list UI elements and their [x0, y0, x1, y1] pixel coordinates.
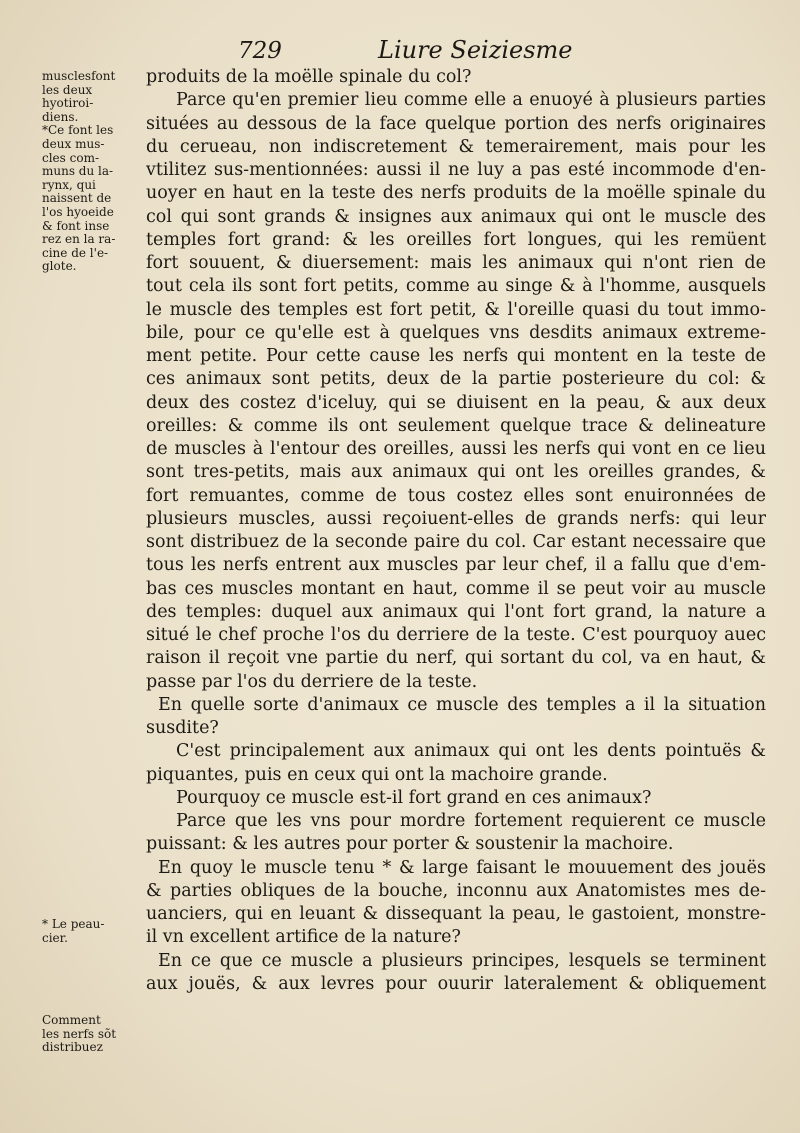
text-line: deux des costez d'iceluy, qui se diuisent en la peau, & aux deux — [146, 392, 766, 413]
margin-note-line: musclesfont — [42, 69, 116, 83]
margin-note-peaucier — [42, 918, 152, 945]
margin-note-line: *Ce font les — [42, 123, 114, 138]
text-line: En quelle sorte d'animaux ce muscle des temples a il la situation — [158, 694, 766, 715]
margin-note-line: glote. — [42, 259, 77, 274]
text-line: fort souuent, & diuersement: mais les animaux qui n'ont rien de — [146, 253, 766, 273]
text-line: & parties obliques de la bouche, inconnu aux Anatomistes mes de- — [146, 880, 766, 901]
text-line: du cerueau, non indiscretement & temerairement, mais pour les — [146, 136, 766, 157]
text-line: il vn excellent artifice de la nature? — [146, 927, 461, 948]
margin-note-line: distribuez — [42, 1040, 103, 1055]
margin-note-line: * Le peau- — [42, 917, 105, 931]
text-line: tous les nerfs entrent aux muscles par leur chef, il a fallu que d'em- — [146, 555, 766, 576]
page-number: 729 — [238, 38, 282, 64]
text-line: Parce qu'en premier lieu comme elle a enuoyé à plusieurs parties — [176, 90, 766, 111]
text-line: col qui sont grands & insignes aux animaux qui ont le muscle des — [146, 206, 766, 227]
text-line: situé le chef proche l'os du derriere de la teste. C'est pourquoy auec — [146, 625, 766, 645]
text-line: ces animaux sont petits, deux de la partie posterieure du col: & — [146, 369, 766, 390]
text-line: En ce que ce muscle a plusieurs principes, lesquels se terminent — [158, 950, 766, 971]
margin-note-line: l'os hyoeide — [42, 204, 114, 219]
margin-note-line: Comment — [42, 1013, 101, 1027]
text-line: plusieurs muscles, aussi reçoiuent-elles de grands nerfs: qui leur — [146, 508, 766, 529]
running-title: Liure Seiziesme — [378, 36, 573, 64]
margin-note-line: cles com- — [42, 150, 100, 165]
text-line: oreilles: & comme ils ont seulement quelque trace & delineature — [146, 415, 766, 436]
text-line: puissant: & les autres pour porter & soustenir la machoire. — [146, 834, 674, 855]
text-line: ment petite. Pour cette cause les nerfs qui montent en la teste de — [146, 346, 766, 366]
text-line: le muscle des temples est fort petit, & l'oreille quasi du tout immo- — [146, 299, 766, 320]
margin-note-line: les nerfs sõt — [42, 1026, 117, 1041]
margin-note-line: deux mus- — [42, 136, 105, 151]
text-line: En quoy le muscle tenu * & large faisant le mouuement des jouës — [158, 857, 766, 878]
text-line: produits de la moëlle spinale du col? — [146, 67, 472, 87]
text-line: temples fort grand: & les oreilles fort longues, qui les remüent — [146, 229, 766, 250]
margin-note-hyoid — [42, 70, 152, 274]
text-line: Pourquoy ce muscle est-il fort grand en ces animaux? — [176, 787, 652, 808]
text-line: bas ces muscles montant en haut, comme il se peut voir au muscle — [146, 578, 766, 599]
text-line: C'est principalement aux animaux qui ont les dents pointuës & — [176, 741, 766, 762]
margin-note-line: les deux — [42, 82, 93, 97]
text-line: uoyer en haut en la teste des nerfs produits de la moëlle spinale du — [146, 183, 766, 204]
margin-note-line: muns du la- — [42, 164, 114, 179]
text-line: uanciers, qui en leuant & dissequant la peau, le gastoient, monstre- — [146, 904, 766, 924]
margin-note-line: cier. — [42, 930, 68, 945]
text-line: situées au dessous de la face quelque portion des nerfs originaires — [146, 113, 766, 134]
text-line: Parce que les vns pour mordre fortement requierent ce muscle — [176, 811, 766, 831]
text-line: sont tres-petits, mais aux animaux qui ont les oreilles grandes, & — [146, 462, 766, 483]
margin-note-line: naissent de — [42, 191, 112, 206]
text-line: passe par l'os du derriere de la teste. — [146, 671, 478, 692]
text-line: des temples: duquel aux animaux qui l'ont fort grand, la nature a — [146, 601, 766, 622]
text-line: piquantes, puis en ceux qui ont la machoire grande. — [146, 764, 608, 785]
margin-note-nerfs — [42, 1014, 152, 1055]
margin-note-line: hyotiroi- — [42, 96, 94, 111]
text-line: fort remuantes, comme de tous costez elles sont enuironnées de — [146, 485, 766, 506]
text-line: aux jouës, & aux levres pour ouurir lateralement & obliquement — [146, 973, 766, 994]
margin-note-line: rynx, qui — [42, 177, 96, 192]
margin-note-line: diens. — [42, 109, 79, 124]
text-line: sont distribuez de la seconde paire du col. Car estant necessaire que — [146, 532, 766, 552]
text-line: vtilitez sus-mentionnées: aussi il ne luy a pas esté incommode d'en- — [146, 160, 766, 180]
main-text-block — [146, 66, 766, 996]
text-line: bile, pour ce qu'elle est à quelques vns desdits animaux extreme- — [146, 322, 766, 343]
margin-note-line: cine de l'e- — [42, 245, 109, 260]
text-line: tout cela ils sont fort petits, comme au singe & à l'homme, ausquels — [146, 276, 766, 297]
page-header — [0, 30, 800, 70]
text-line: de muscles à l'entour des oreilles, aussi les nerfs qui vont en ce lieu — [146, 439, 766, 459]
text-line: raison il reçoit vne partie du nerf, qui sortant du col, va en haut, & — [146, 648, 766, 669]
margin-note-line: rez en la ra- — [42, 232, 116, 247]
margin-note-line: & font inse — [42, 218, 110, 233]
text-line: susdite? — [146, 718, 219, 738]
